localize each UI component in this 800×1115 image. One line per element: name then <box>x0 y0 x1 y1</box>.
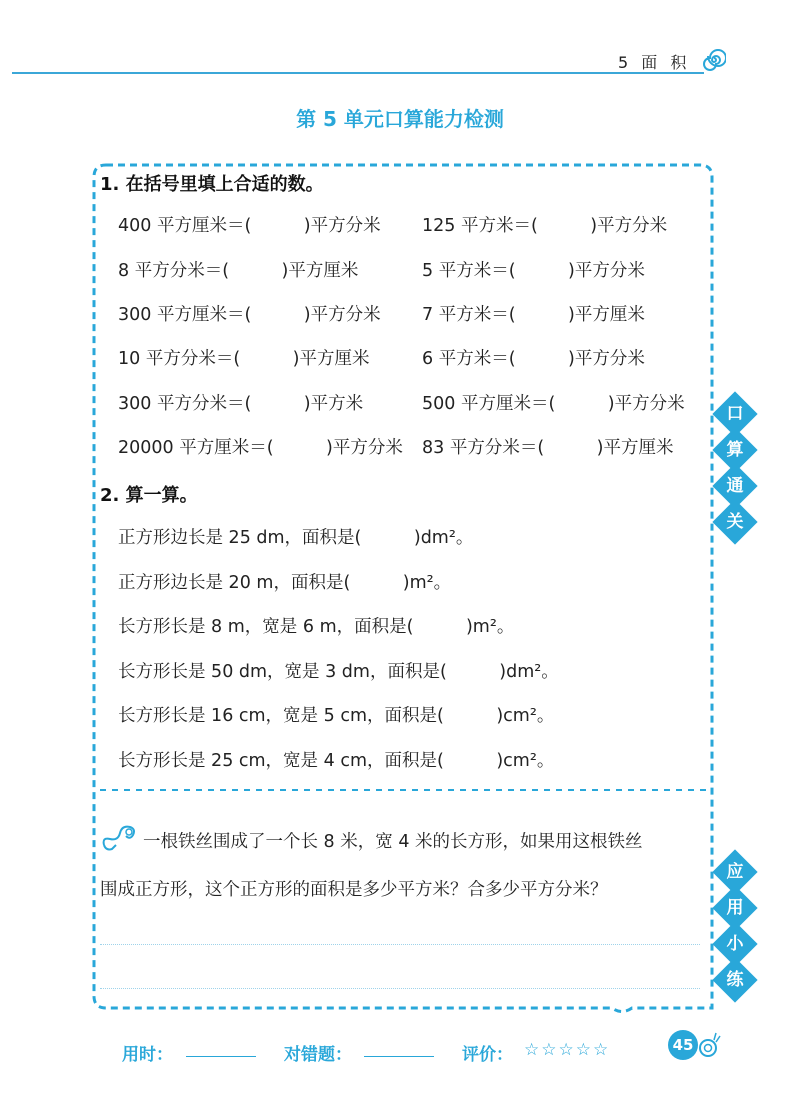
time-blank <box>186 1056 256 1057</box>
question-item: 7 平方米＝( )平方厘米 <box>422 305 645 325</box>
question-item: 长方形长是 16 cm，宽是 5 cm，面积是( )cm²。 <box>118 706 555 726</box>
side-tab-label: 通 <box>726 476 744 496</box>
question-item: 6 平方米＝( )平方分米 <box>422 349 645 369</box>
side-tab-label: 练 <box>726 970 744 990</box>
snail-icon <box>696 1030 722 1060</box>
rating-stars: ☆☆☆☆☆ <box>524 1040 611 1060</box>
question-item: 125 平方米＝( )平方分米 <box>422 216 668 236</box>
question-item: 5 平方米＝( )平方分米 <box>422 261 645 281</box>
chapter-label: 5 面 积 <box>618 53 691 72</box>
question-item: 83 平方分米＝( )平方厘米 <box>422 438 674 458</box>
spiral-icon <box>702 48 726 72</box>
header-rule <box>12 72 704 74</box>
section1-title: 1. 在括号里填上合适的数。 <box>100 174 324 195</box>
question-item: 10 平方分米＝( )平方厘米 <box>118 349 370 369</box>
time-label: 用时： <box>122 1045 173 1065</box>
question-item: 长方形长是 25 cm，宽是 4 cm，面积是( )cm²。 <box>118 751 555 771</box>
errors-label: 对错题： <box>284 1045 352 1065</box>
rating-label: 评价： <box>462 1045 513 1065</box>
side-tab-label: 口 <box>726 404 744 424</box>
application-line-1: 一根铁丝围成了一个长 8 米，宽 4 米的长方形，如果用这根铁丝 <box>143 832 643 852</box>
side-tab-label: 用 <box>726 898 744 918</box>
question-item: 正方形边长是 20 m，面积是( )m²。 <box>118 573 452 593</box>
side-tab-label: 关 <box>726 512 744 532</box>
answer-line <box>100 988 700 989</box>
side-tab-label: 应 <box>726 862 744 882</box>
page-title: 第 5 单元口算能力检测 <box>296 107 504 131</box>
section2-title: 2. 算一算。 <box>100 485 198 506</box>
side-tab-label: 小 <box>726 934 744 954</box>
question-item: 8 平方分米＝( )平方厘米 <box>118 261 359 281</box>
wire-icon <box>100 823 138 853</box>
application-line-2: 围成正方形，这个正方形的面积是多少平方米？合多少平方分米？ <box>100 880 608 900</box>
question-item: 正方形边长是 25 dm，面积是( )dm²。 <box>118 528 474 548</box>
question-item: 长方形长是 50 dm，宽是 3 dm，面积是( )dm²。 <box>118 662 559 682</box>
question-item: 300 平方分米＝( )平方米 <box>118 394 364 414</box>
question-item: 500 平方厘米＝( )平方分米 <box>422 394 685 414</box>
errors-blank <box>364 1056 434 1057</box>
side-tab-label: 算 <box>726 440 744 460</box>
question-item: 20000 平方厘米＝( )平方分米 <box>118 438 403 458</box>
question-item: 300 平方厘米＝( )平方分米 <box>118 305 381 325</box>
question-item: 400 平方厘米＝( )平方分米 <box>118 216 381 236</box>
answer-line <box>100 944 700 945</box>
question-item: 长方形长是 8 m，宽是 6 m，面积是( )m²。 <box>118 617 515 637</box>
page-number: 45 <box>668 1030 698 1060</box>
